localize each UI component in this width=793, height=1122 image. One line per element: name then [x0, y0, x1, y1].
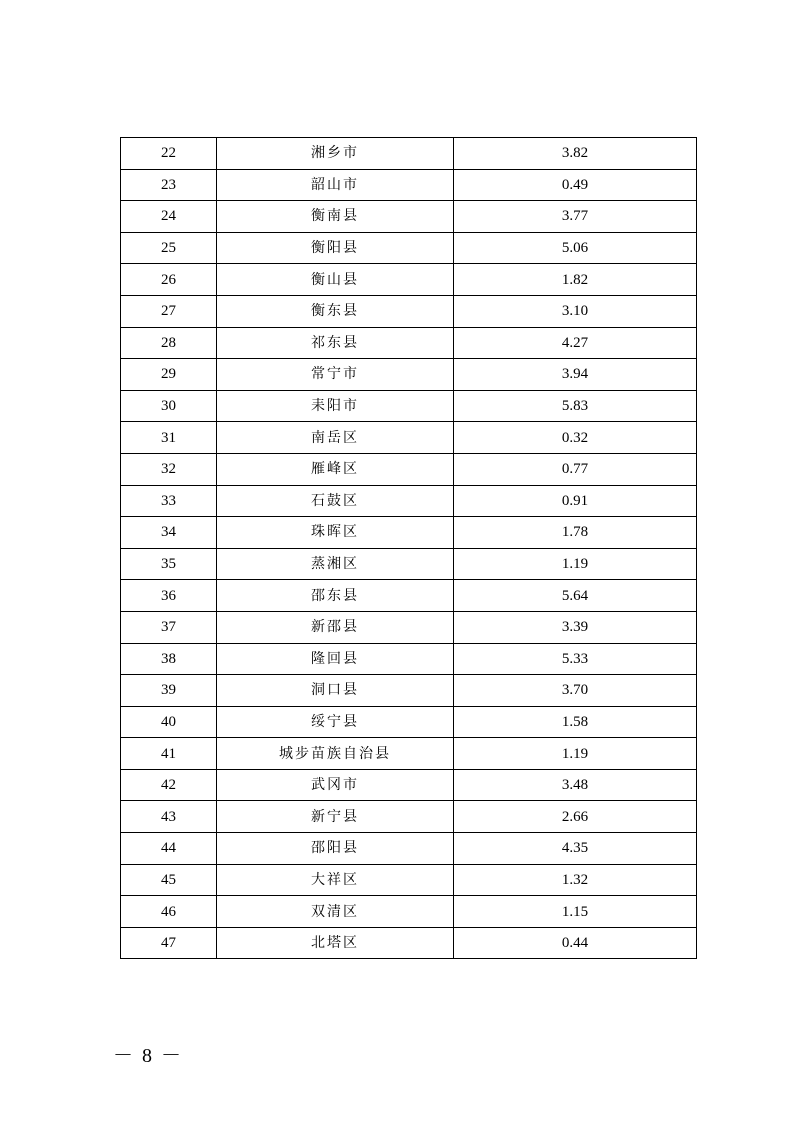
row-value: 1.32 [454, 864, 697, 896]
row-value: 4.35 [454, 833, 697, 865]
row-number: 39 [121, 675, 217, 707]
row-number: 24 [121, 201, 217, 233]
row-value: 3.82 [454, 138, 697, 170]
row-number: 26 [121, 264, 217, 296]
county-name: 韶山市 [217, 169, 454, 201]
row-value: 1.19 [454, 738, 697, 770]
row-number: 22 [121, 138, 217, 170]
county-name: 北塔区 [217, 927, 454, 959]
county-name: 武冈市 [217, 769, 454, 801]
table-row [121, 643, 697, 675]
table-row [121, 138, 697, 170]
table-row [121, 769, 697, 801]
county-name: 衡东县 [217, 295, 454, 327]
row-value: 0.32 [454, 422, 697, 454]
county-name: 衡南县 [217, 201, 454, 233]
row-value: 5.83 [454, 390, 697, 422]
county-name: 隆回县 [217, 643, 454, 675]
row-number: 34 [121, 517, 217, 549]
row-number: 36 [121, 580, 217, 612]
row-number: 25 [121, 232, 217, 264]
row-number: 32 [121, 453, 217, 485]
row-number: 37 [121, 611, 217, 643]
row-value: 1.19 [454, 548, 697, 580]
county-name: 耒阳市 [217, 390, 454, 422]
table-row [121, 517, 697, 549]
row-value: 0.44 [454, 927, 697, 959]
county-name: 衡山县 [217, 264, 454, 296]
table-row [121, 706, 697, 738]
row-value: 3.94 [454, 359, 697, 391]
table-row [121, 264, 697, 296]
row-number: 44 [121, 833, 217, 865]
table-row [121, 896, 697, 928]
county-name: 大祥区 [217, 864, 454, 896]
county-name: 新宁县 [217, 801, 454, 833]
row-value: 3.10 [454, 295, 697, 327]
table-body [121, 138, 697, 959]
row-value: 3.77 [454, 201, 697, 233]
row-value: 5.33 [454, 643, 697, 675]
row-number: 43 [121, 801, 217, 833]
row-number: 47 [121, 927, 217, 959]
table-row [121, 295, 697, 327]
row-value: 1.82 [454, 264, 697, 296]
row-value: 3.48 [454, 769, 697, 801]
data-table [120, 137, 697, 959]
table-row [121, 864, 697, 896]
row-number: 38 [121, 643, 217, 675]
table-row [121, 390, 697, 422]
row-value: 2.66 [454, 801, 697, 833]
county-name: 新邵县 [217, 611, 454, 643]
row-number: 23 [121, 169, 217, 201]
table-row [121, 422, 697, 454]
county-name: 珠晖区 [217, 517, 454, 549]
row-number: 31 [121, 422, 217, 454]
row-value: 4.27 [454, 327, 697, 359]
page-number: － 8 － [113, 1045, 183, 1067]
table-row [121, 232, 697, 264]
row-value: 3.70 [454, 675, 697, 707]
county-name: 石鼓区 [217, 485, 454, 517]
table-row [121, 169, 697, 201]
table-row [121, 833, 697, 865]
row-value: 5.64 [454, 580, 697, 612]
table-row [121, 548, 697, 580]
county-name: 邵东县 [217, 580, 454, 612]
row-number: 29 [121, 359, 217, 391]
row-value: 1.15 [454, 896, 697, 928]
table-row [121, 675, 697, 707]
county-name: 常宁市 [217, 359, 454, 391]
table-row [121, 801, 697, 833]
row-value: 0.77 [454, 453, 697, 485]
row-value: 1.78 [454, 517, 697, 549]
row-number: 30 [121, 390, 217, 422]
county-name: 祁东县 [217, 327, 454, 359]
county-name: 城步苗族自治县 [217, 738, 454, 770]
row-value: 5.06 [454, 232, 697, 264]
county-name: 双清区 [217, 896, 454, 928]
row-number: 42 [121, 769, 217, 801]
county-name: 湘乡市 [217, 138, 454, 170]
table-row [121, 738, 697, 770]
row-number: 27 [121, 295, 217, 327]
table-row [121, 580, 697, 612]
county-name: 蒸湘区 [217, 548, 454, 580]
row-number: 41 [121, 738, 217, 770]
row-value: 0.49 [454, 169, 697, 201]
row-number: 45 [121, 864, 217, 896]
table-row [121, 327, 697, 359]
row-number: 35 [121, 548, 217, 580]
table-row [121, 927, 697, 959]
row-number: 46 [121, 896, 217, 928]
county-name: 邵阳县 [217, 833, 454, 865]
row-number: 33 [121, 485, 217, 517]
table-row [121, 485, 697, 517]
row-value: 1.58 [454, 706, 697, 738]
table-row [121, 201, 697, 233]
row-number: 40 [121, 706, 217, 738]
county-name: 洞口县 [217, 675, 454, 707]
table-row [121, 453, 697, 485]
table-row [121, 359, 697, 391]
row-value: 3.39 [454, 611, 697, 643]
county-name: 南岳区 [217, 422, 454, 454]
row-value: 0.91 [454, 485, 697, 517]
county-name: 雁峰区 [217, 453, 454, 485]
row-number: 28 [121, 327, 217, 359]
county-name: 绥宁县 [217, 706, 454, 738]
table-row [121, 611, 697, 643]
county-name: 衡阳县 [217, 232, 454, 264]
